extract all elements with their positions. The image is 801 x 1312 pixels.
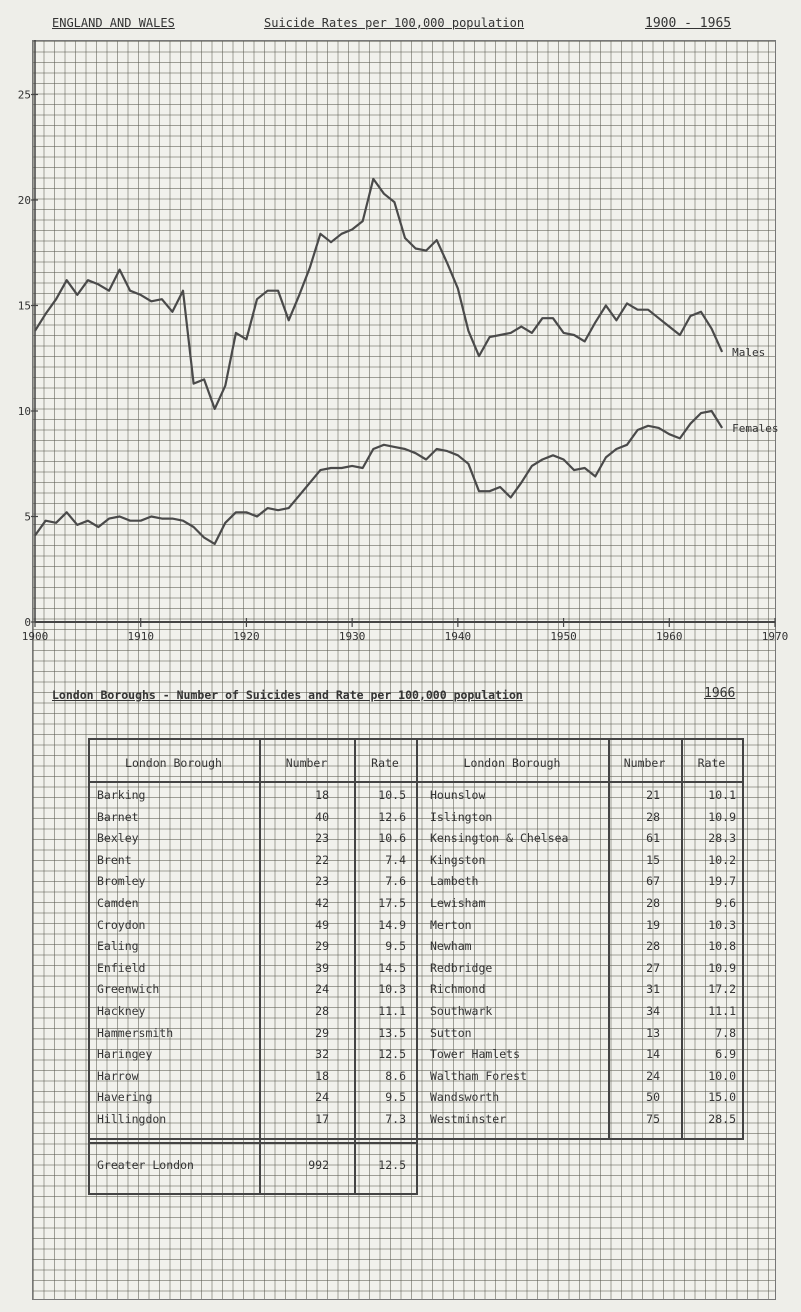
borough-name: Waltham Forest (430, 1068, 527, 1083)
x-tick-label: 1970 (761, 630, 789, 643)
borough-name: Havering (97, 1090, 153, 1105)
borough-name: Bromley (97, 874, 146, 889)
suicide-rate: 10.5 (378, 788, 406, 802)
total-borough-name: Greater London (97, 1158, 194, 1172)
borough-name: Kensington & Chelsea (430, 831, 569, 846)
series-label-males: Males (732, 345, 766, 359)
suicide-count: 15 (646, 852, 660, 867)
region-heading: ENGLAND AND WALES (52, 16, 175, 30)
suicide-rate: 10.6 (378, 831, 406, 846)
suicide-rate: 10.8 (708, 939, 736, 954)
suicide-rate: 10.1 (708, 788, 736, 802)
suicide-count: 39 (315, 960, 329, 975)
y-tick-label: 10 (17, 405, 31, 418)
header-borough: London Borough (125, 756, 222, 770)
borough-name: Hackney (97, 1004, 146, 1018)
suicide-rate: 7.3 (385, 1112, 406, 1126)
suicide-count: 14 (646, 1047, 660, 1062)
total-rate: 12.5 (378, 1158, 406, 1172)
borough-name: Tower Hamlets (430, 1047, 521, 1062)
suicide-count: 28 (646, 896, 660, 910)
table-bottom-border (88, 1193, 416, 1195)
suicide-rate: 10.9 (708, 960, 736, 975)
suicide-rate: 28.3 (708, 831, 736, 846)
table-year: 1966 (704, 686, 736, 701)
suicide-rate: 10.0 (708, 1068, 736, 1083)
suicide-count: 18 (315, 788, 329, 802)
y-tick-label: 0 (24, 616, 31, 629)
borough-name: Westminster (430, 1112, 507, 1126)
chart-years: 1900 - 1965 (645, 16, 732, 31)
suicide-rate: 7.4 (385, 852, 406, 867)
x-tick-label: 1940 (444, 630, 472, 643)
suicide-rate: 7.8 (715, 1025, 736, 1040)
borough-name: Richmond (430, 982, 486, 997)
suicide-rate: 10.9 (708, 809, 736, 824)
borough-name: Greenwich (97, 982, 160, 997)
series-line-females (35, 411, 722, 544)
borough-name: Southwark (430, 1004, 493, 1018)
suicide-rate: 17.2 (708, 982, 736, 997)
series-label-females: Females (732, 421, 779, 435)
suicide-count: 21 (646, 788, 660, 802)
borough-name: Harrow (97, 1068, 139, 1083)
suicide-count: 28 (646, 809, 660, 824)
table-border-right (742, 738, 744, 1140)
borough-name: Kingston (430, 852, 486, 867)
suicide-count: 42 (315, 896, 329, 910)
suicide-rate: 9.5 (385, 939, 406, 954)
suicide-rate: 9.6 (715, 896, 736, 910)
borough-name: Hillingdon (97, 1112, 167, 1126)
suicide-count: 28 (315, 1004, 329, 1018)
suicide-count: 32 (315, 1047, 329, 1062)
table-total-divider (88, 1142, 416, 1144)
borough-name: Redbridge (430, 960, 493, 975)
table-title: London Boroughs - Number of Suicides and Rate per 100,000 population (52, 688, 523, 702)
header-borough: London Borough (463, 756, 561, 770)
suicide-count: 19 (646, 917, 660, 932)
suicide-count: 75 (646, 1112, 660, 1126)
suicide-count: 49 (315, 917, 329, 932)
suicide-rate: 17.5 (378, 896, 406, 910)
suicide-rate: 28.5 (708, 1112, 736, 1126)
borough-name: Lewisham (430, 896, 486, 910)
series-line-males (35, 179, 722, 409)
x-tick-label: 1920 (233, 630, 260, 643)
table-border-left (88, 738, 90, 1195)
borough-name: Ealing (97, 939, 139, 954)
suicide-rate: 9.5 (385, 1090, 406, 1105)
borough-name: Bexley (97, 831, 139, 846)
suicide-rate: 11.1 (378, 1004, 406, 1018)
borough-name: Croydon (97, 917, 146, 932)
borough-name: Newham (430, 939, 472, 954)
borough-name: Lambeth (430, 874, 479, 889)
borough-name: Barking (97, 788, 146, 802)
suicide-count: 50 (646, 1090, 660, 1105)
chart-title: Suicide Rates per 100,000 population (264, 16, 525, 30)
suicide-count: 24 (315, 1090, 329, 1105)
suicide-rate: 11.1 (708, 1004, 736, 1018)
suicide-count: 23 (315, 874, 329, 889)
header-rate: Rate (371, 756, 399, 770)
suicide-count: 24 (315, 982, 329, 997)
suicide-count: 24 (646, 1068, 660, 1083)
x-tick-label: 1910 (127, 630, 154, 643)
header-number: Number (623, 756, 666, 770)
suicide-count: 18 (315, 1068, 329, 1083)
y-tick-label: 5 (24, 510, 31, 524)
borough-name: Barnet (97, 809, 139, 824)
y-tick-label: 25 (17, 88, 31, 102)
borough-name: Brent (97, 852, 132, 867)
borough-name: Hammersmith (97, 1025, 174, 1040)
suicide-count: 17 (315, 1112, 329, 1126)
suicide-count: 40 (315, 809, 329, 824)
borough-name: Wandsworth (430, 1090, 500, 1105)
suicide-rate: 15.0 (708, 1090, 736, 1105)
x-tick-label: 1930 (338, 630, 366, 643)
y-tick-label: 15 (17, 299, 31, 313)
suicide-count: 34 (646, 1004, 660, 1018)
suicide-count: 28 (646, 939, 660, 954)
borough-name: Hounslow (430, 788, 486, 802)
suicide-count: 31 (646, 982, 660, 997)
borough-name: Enfield (97, 960, 146, 975)
table-col-divider (416, 738, 418, 1195)
borough-name: Merton (430, 917, 472, 932)
suicide-count: 13 (646, 1025, 660, 1040)
x-tick-label: 1900 (21, 630, 49, 643)
total-count: 992 (308, 1158, 329, 1172)
suicide-rate: 12.6 (378, 809, 406, 824)
suicide-count: 23 (315, 831, 329, 846)
suicide-count: 29 (315, 1025, 329, 1040)
suicide-rate: 19.7 (708, 874, 736, 889)
suicide-rate: 10.3 (378, 982, 406, 997)
x-tick-label: 1960 (656, 630, 683, 643)
x-tick-label: 1950 (550, 630, 577, 643)
suicide-count: 67 (646, 874, 660, 889)
suicide-rate: 14.9 (378, 917, 406, 932)
borough-name: Islington (430, 809, 493, 824)
suicide-rate: 7.6 (385, 874, 406, 889)
suicide-count: 22 (315, 852, 329, 867)
suicide-rate: 12.5 (378, 1047, 406, 1062)
suicide-rate: 10.2 (708, 852, 736, 867)
suicide-rate: 8.6 (385, 1068, 406, 1083)
borough-name: Haringey (97, 1047, 153, 1062)
suicide-count: 29 (315, 939, 329, 954)
borough-name: Camden (97, 896, 139, 910)
borough-name: Sutton (430, 1025, 472, 1040)
suicide-rate: 10.3 (708, 917, 736, 932)
suicide-rate: 6.9 (715, 1047, 736, 1062)
suicide-count: 27 (646, 960, 660, 975)
suicide-rate: 14.5 (378, 960, 406, 975)
header-rate: Rate (697, 756, 726, 770)
header-number: Number (285, 756, 328, 770)
suicide-count: 61 (646, 831, 660, 846)
y-tick-label: 20 (17, 194, 31, 207)
suicide-rate: 13.5 (378, 1025, 406, 1040)
